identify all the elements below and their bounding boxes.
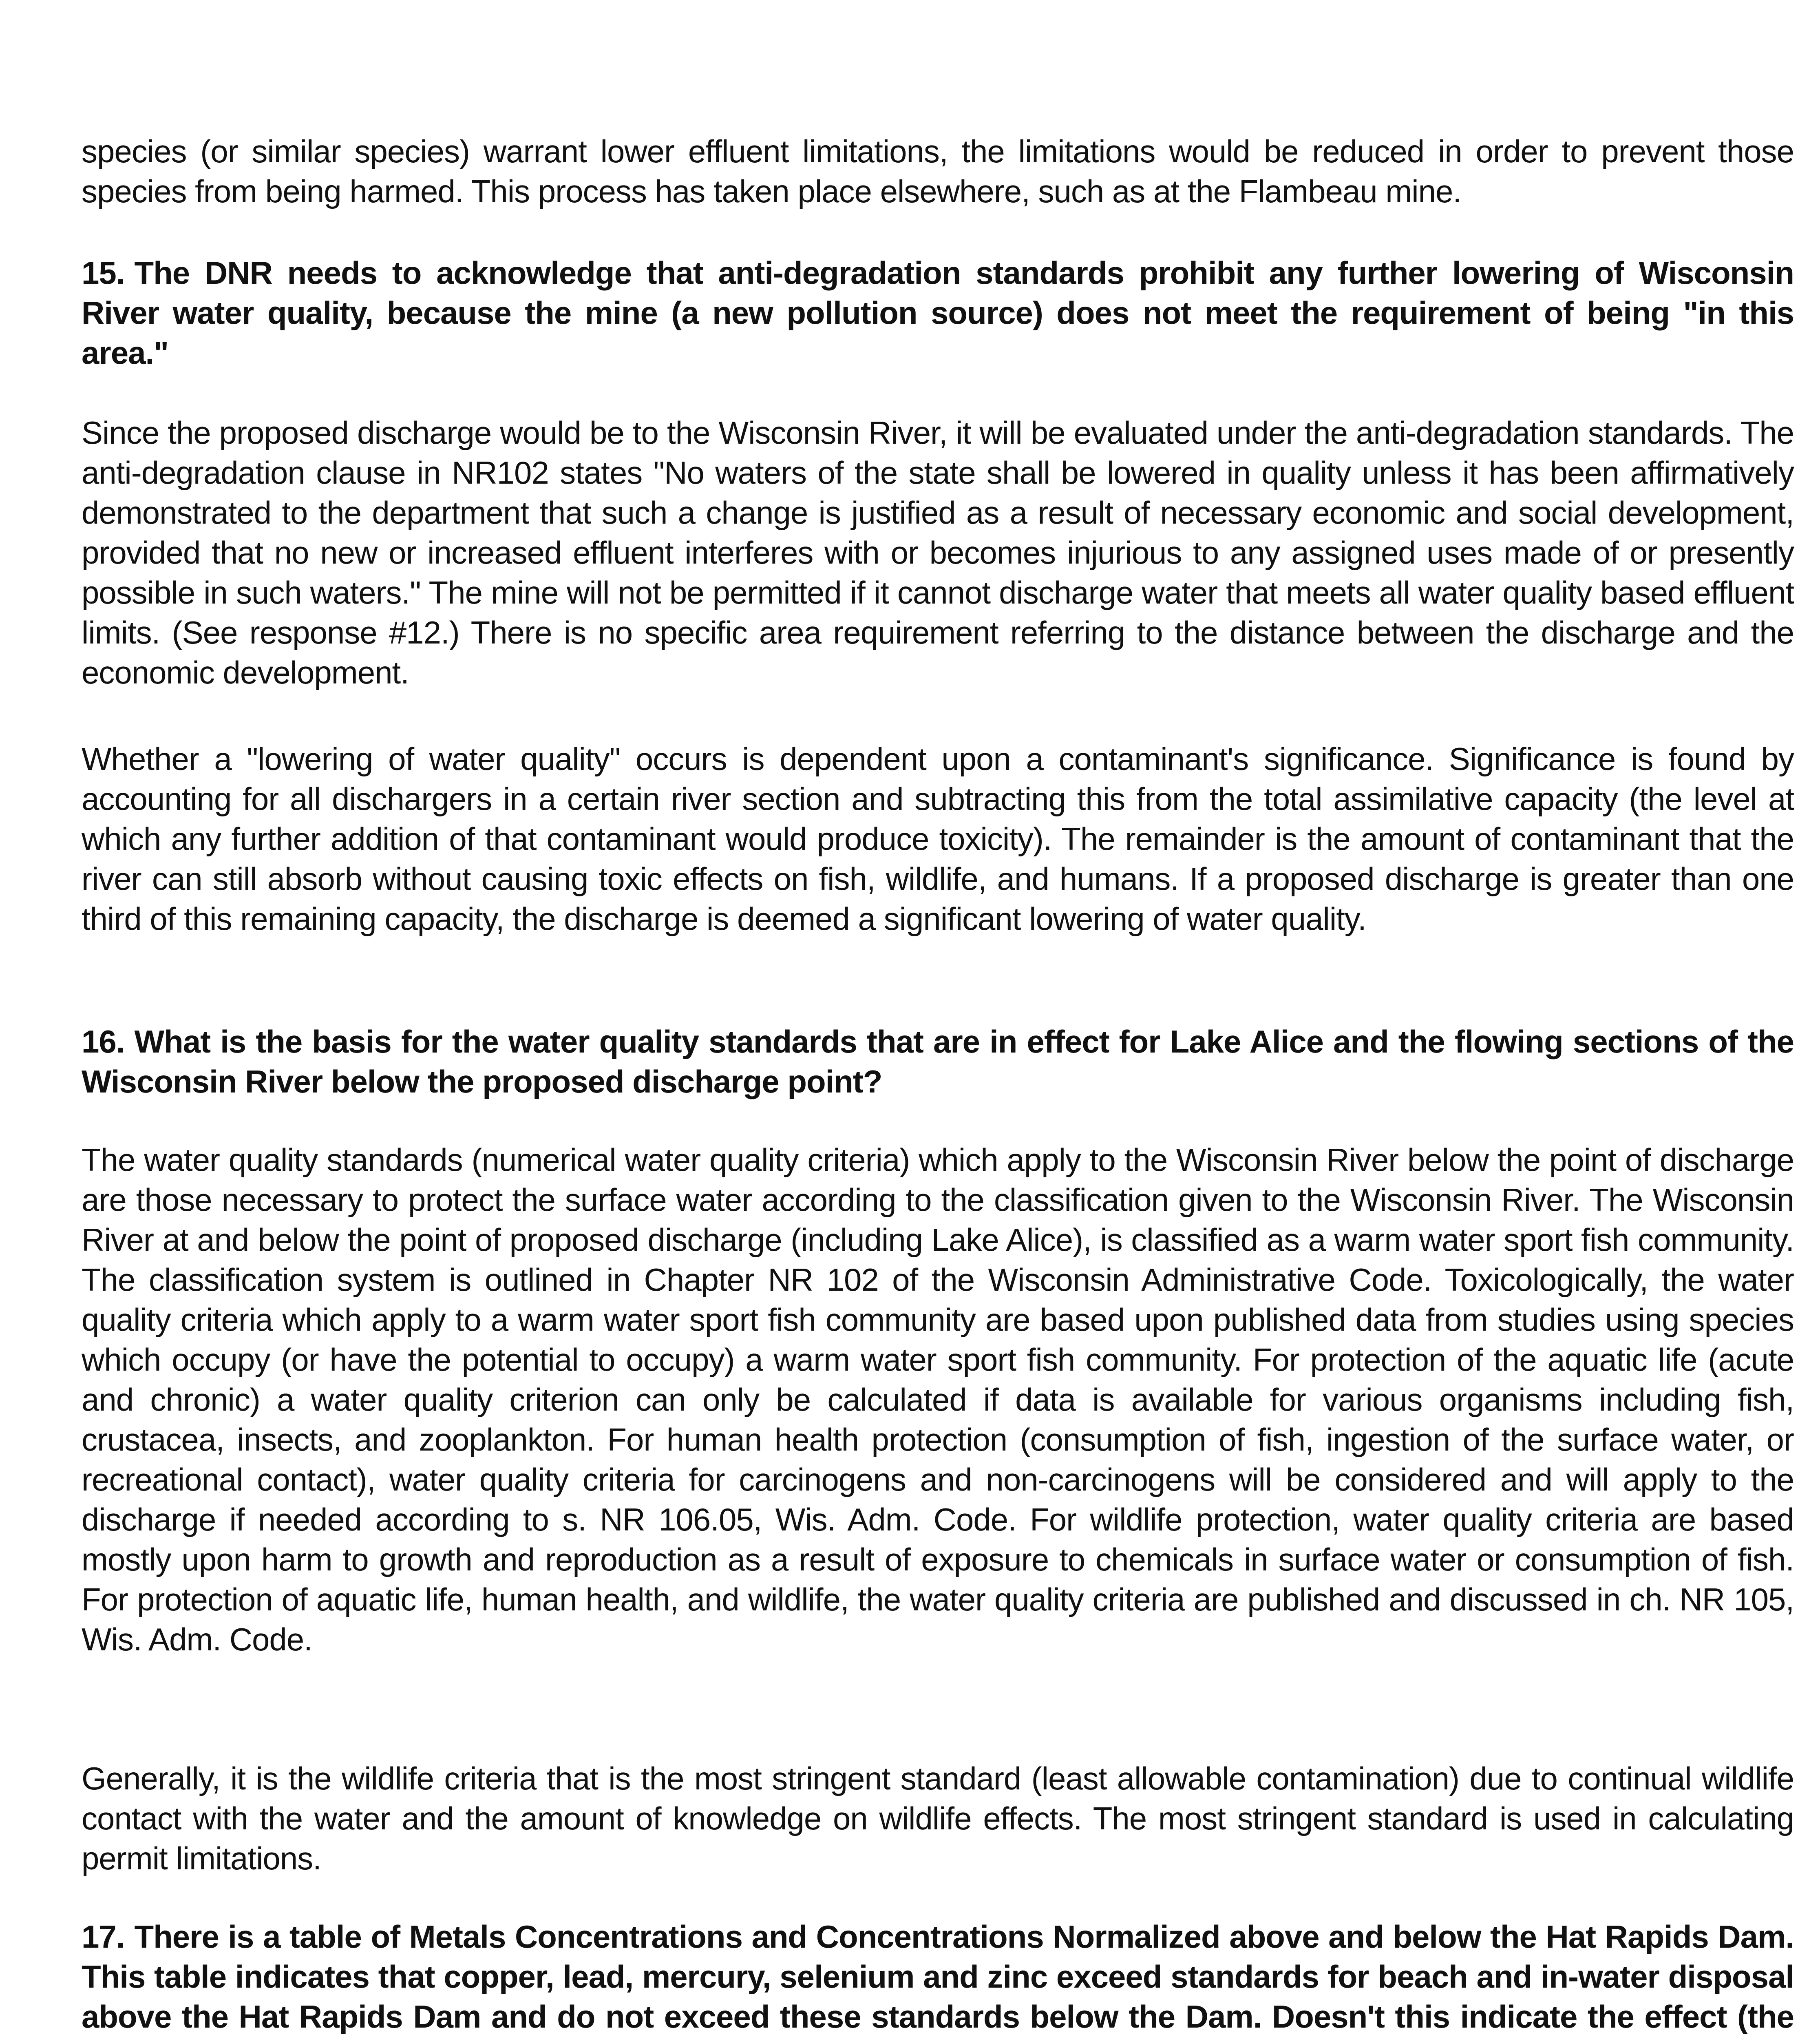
- answer-15-paragraph: Since the proposed discharge would be to the Wisconsin River, it will be evaluated under the anti-degradation standards. The anti-degradation clause in NR102 states "No waters of the state shall be lowered in quality unless it has been affirmatively demonstrated to the department that such a change is justified as a result of necessary economic and social development, provided that no new or increased effluent interferes with or becomes injurious to any assigned uses made of or presently possible in such waters." The mine will not be permitted if it cannot discharge water that meets all water quality based effluent limits. (See response #12.) There is no specific area requirement referring to the distance between the discharge and the economic development.: [82, 415, 1794, 690]
- answer-16-wildlife-paragraph: Generally, it is the wildlife criteria that is the most stringent standard (least allowable contamination) due to continual wildlife contact with the water and the amount of knowledge on wildlife effects. The most stringent standard is used in calculating permit limitations.: [82, 1760, 1794, 1876]
- answer-15-significance-paragraph: Whether a "lowering of water quality" occurs is dependent upon a contaminant's significance. Significance is found by accounting for all dischargers in a certain river section and subtracting this from the total assimilative capacity (the level at which any further addition of that contaminant would produce toxicity). The remainder is the amount of contaminant that the river can still absorb without causing toxic effects on fish, wildlife, and humans. If a proposed discharge is greater than one third of this remaining capacity, the discharge is deemed a significant lowering of water quality.: [82, 741, 1794, 937]
- paragraph-continuation: species (or similar species) warrant lower effluent limitations, the limitations would be reduced in order to prevent those species from being harmed. This process has taken place elsewhere, such as at the Flambeau mine.: [82, 133, 1794, 209]
- question-text: The DNR needs to acknowledge that anti-degradation standards prohibit any further lowering of Wisconsin River water quality, because the mine (a new pollution source) does not meet the requirement of being "in this area.": [82, 255, 1794, 371]
- question-text: What is the basis for the water quality standards that are in effect for Lake Alice and the flowing sections of the Wisconsin River below the proposed discharge point?: [82, 1024, 1794, 1099]
- question-number: 17.: [82, 1919, 125, 1955]
- answer-16-paragraph: The water quality standards (numerical water quality criteria) which apply to the Wisconsin River below the point of discharge are those necessary to protect the surface water according to the classification given to the Wisconsin River. The Wisconsin River at and below the point of proposed discharge (including Lake Alice), is classified as a warm water sport fish community. The classification system is outlined in Chapter NR 102 of the Wisconsin Administrative Code. Toxicologically, the water quality criteria which apply to a warm water sport fish community are based upon published data from studies using species which occupy (or have the potential to occupy) a warm water sport fish community. For protection of the aquatic life (acute and chronic) a water quality criterion can only be calculated if data is available for various organisms including fish, crustacea, insects, and zooplankton. For human health protection (consumption of fish, ingestion of the surface water, or recreational contact), water quality criteria for carcinogens and non-carcinogens will be considered and will apply to the discharge if needed according to s. NR 106.05, Wis. Adm. Code. For wildlife protection, water quality criteria are based mostly upon harm to growth and reproduction as a result of exposure to chemicals in surface water or consumption of fish. For protection of aquatic life, human health, and wildlife, the water quality criteria are published and discussed in ch. NR 105, Wis. Adm. Code.: [82, 1142, 1794, 1657]
- question-number: 16.: [82, 1024, 125, 1059]
- question-15: [82, 253, 1794, 373]
- question-17: [82, 1917, 1794, 2039]
- question-16: [82, 1022, 1794, 1101]
- question-number: 15.: [82, 255, 125, 291]
- question-text: There is a table of Metals Concentrations and Concentrations Normalized above and below the Hat Rapids Dam. This table indicates that copper, lead, mercury, selenium and zinc exceed standards for beach and in-water disposal above the Hat Rapids Dam and do not exceed these standards below the Dam. Doesn't this indicate the effect (the: [82, 1919, 1794, 2035]
